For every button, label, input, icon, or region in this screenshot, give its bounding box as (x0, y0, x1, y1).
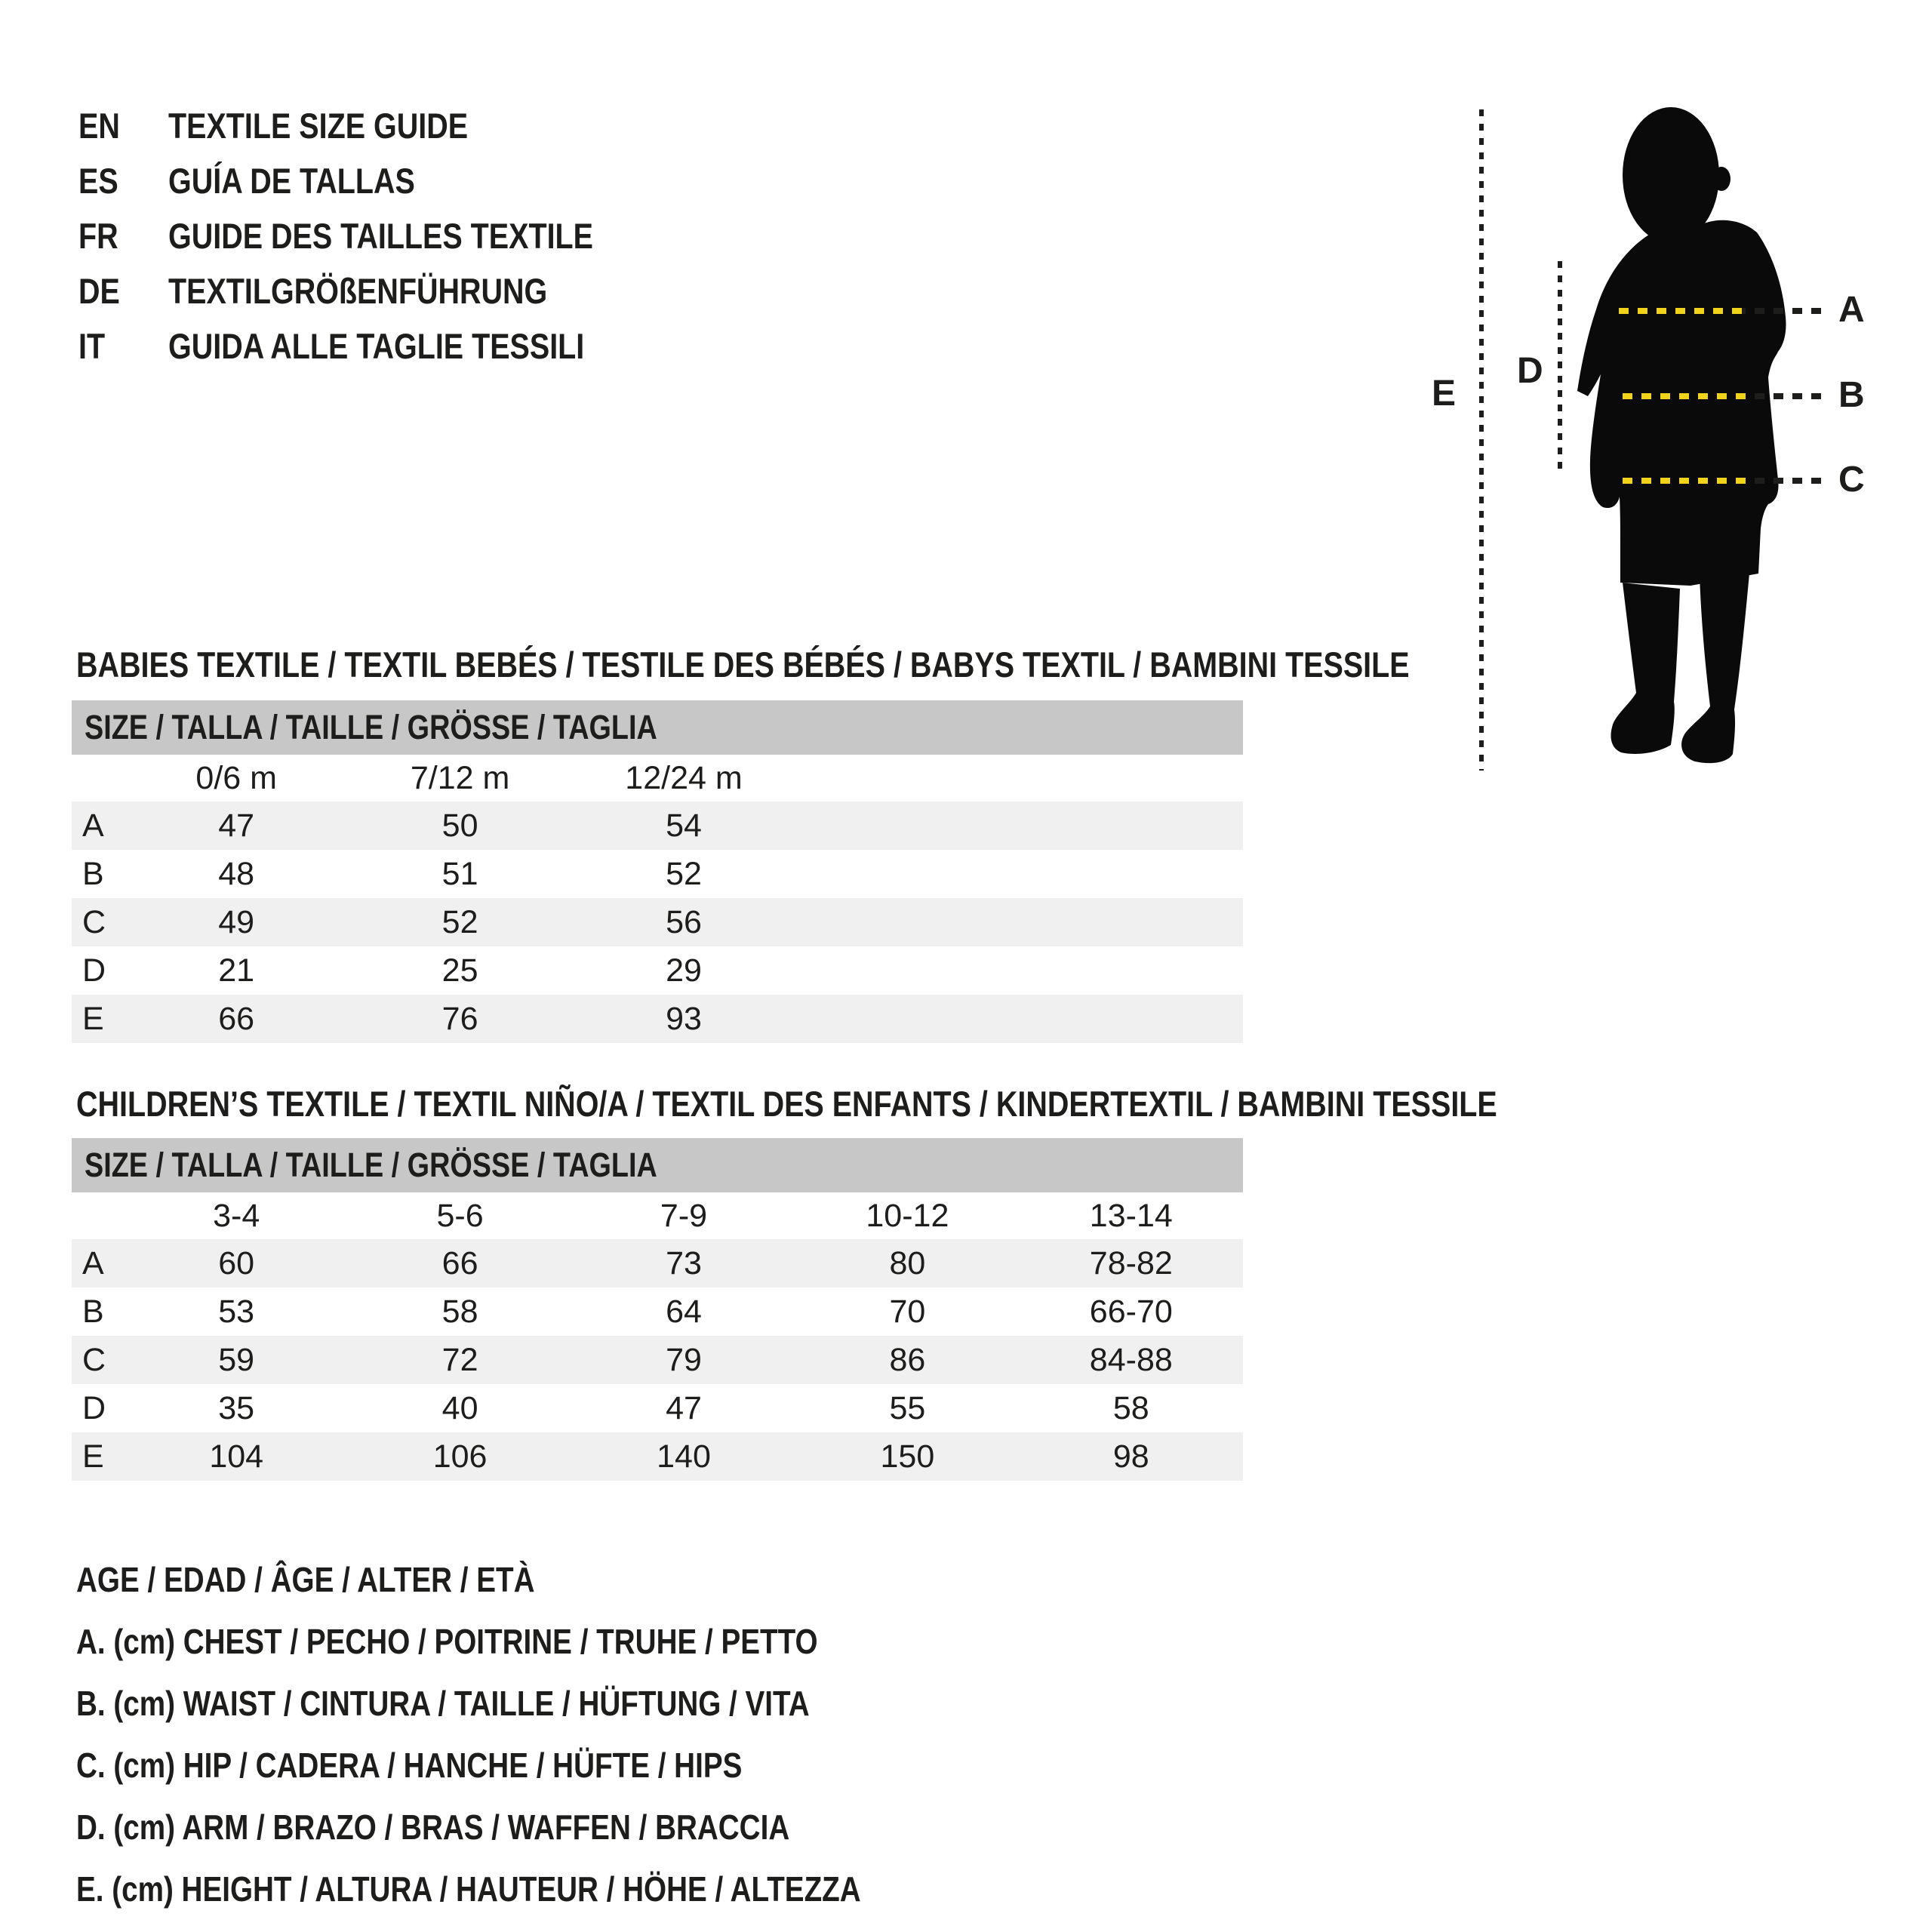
cell: 72 (441, 1341, 478, 1378)
guide-title-fr: GUIDE DES TAILLES TEXTILE (168, 216, 593, 256)
cell: 58 (441, 1293, 478, 1330)
cell: 53 (218, 1293, 255, 1330)
cell: 66-70 (1089, 1293, 1173, 1330)
babies-size-table (72, 700, 1243, 1043)
cell: 93 (666, 1000, 702, 1037)
language-row-en (78, 98, 674, 153)
babies-col-header: 12/24 m (625, 759, 743, 796)
cell: 55 (889, 1389, 926, 1426)
language-row-de (78, 263, 674, 318)
row-label: D (82, 952, 106, 989)
children-col-header: 7-9 (660, 1197, 708, 1234)
chest-measure-dash-a (1619, 308, 1743, 314)
language-title-list (78, 98, 674, 374)
cell: 25 (441, 952, 478, 989)
measurement-legend (76, 1549, 1011, 1920)
row-label: B (82, 855, 104, 892)
cell: 79 (666, 1341, 702, 1378)
row-label: A (82, 807, 104, 844)
row-label: C (82, 903, 106, 940)
children-col-header: 13-14 (1089, 1197, 1173, 1234)
marker-d-label: D (1517, 351, 1543, 391)
chest-measure-leader-a (1736, 308, 1825, 314)
legend-arm-line: D. (cm) ARM / BRAZO / BRAS / WAFFEN / BRACCIA (76, 1807, 790, 1847)
table-row (72, 946, 1243, 995)
cell: 60 (218, 1244, 255, 1281)
silhouette-torso (1577, 220, 1786, 586)
children-column-header-row (72, 1192, 1243, 1239)
row-label: A (82, 1244, 104, 1281)
row-label: E (82, 1000, 104, 1037)
guide-title-es: GUÍA DE TALLAS (168, 161, 415, 201)
cell: 66 (218, 1000, 255, 1037)
marker-c-label: C (1838, 460, 1865, 500)
table-row (72, 995, 1243, 1043)
children-size-header-band (72, 1138, 1243, 1192)
children-section-heading: CHILDREN’S TEXTILE / TEXTIL NIÑO/A / TEXTIL DES ENFANTS / KINDERTEXTIL / BAMBINI TESSILE (76, 1084, 1497, 1124)
marker-a-label: A (1838, 290, 1865, 330)
cell: 104 (209, 1438, 264, 1475)
language-code: IT (78, 326, 106, 366)
table-row (72, 898, 1243, 946)
cell: 54 (666, 807, 702, 844)
cell: 40 (441, 1389, 478, 1426)
table-row (72, 1384, 1243, 1432)
cell: 150 (880, 1438, 935, 1475)
language-code: DE (78, 271, 120, 311)
cell: 86 (889, 1341, 926, 1378)
table-row (72, 1336, 1243, 1384)
babies-size-header-band (72, 700, 1243, 755)
cell: 47 (666, 1389, 702, 1426)
cell: 78-82 (1089, 1244, 1173, 1281)
cell: 29 (666, 952, 702, 989)
legend-hip-line: C. (cm) HIP / CADERA / HANCHE / HÜFTE / HIPS (76, 1746, 743, 1785)
hip-measure-dash-c (1623, 478, 1755, 484)
table-row (72, 1432, 1243, 1481)
cell: 58 (1112, 1389, 1149, 1426)
table-row (72, 850, 1243, 898)
language-row-it (78, 318, 674, 374)
cell: 21 (218, 952, 255, 989)
legend-age-line: AGE / EDAD / ÂGE / ALTER / ETÀ (76, 1560, 535, 1599)
cell: 51 (441, 855, 478, 892)
cell: 106 (432, 1438, 488, 1475)
table-row (72, 1239, 1243, 1287)
children-col-header: 10-12 (866, 1197, 949, 1234)
cell: 48 (218, 855, 255, 892)
cell: 50 (441, 807, 478, 844)
language-code: ES (78, 161, 118, 201)
legend-height-line: E. (cm) HEIGHT / ALTURA / HAUTEUR / HÖHE / ALTEZZA (76, 1869, 861, 1909)
row-label: C (82, 1341, 106, 1378)
cell: 35 (218, 1389, 255, 1426)
guide-title-it: GUIDA ALLE TAGLIE TESSILI (168, 326, 585, 366)
legend-chest-line: A. (cm) CHEST / PECHO / POITRINE / TRUHE / PETTO (76, 1622, 818, 1661)
cell: 66 (441, 1244, 478, 1281)
cell: 52 (441, 903, 478, 940)
guide-title-de: TEXTILGRÖßENFÜHRUNG (168, 271, 548, 311)
cell: 52 (666, 855, 702, 892)
language-code: EN (78, 106, 120, 146)
children-size-table (72, 1138, 1243, 1481)
legend-waist-line: B. (cm) WAIST / CINTURA / TAILLE / HÜFTUNG / VITA (76, 1684, 810, 1723)
children-col-header: 5-6 (436, 1197, 484, 1234)
row-label: B (82, 1293, 104, 1330)
silhouette-right-leg (1681, 574, 1749, 763)
babies-col-header: 7/12 m (410, 759, 510, 796)
cell: 80 (889, 1244, 926, 1281)
cell: 73 (666, 1244, 702, 1281)
babies-size-header-label: SIZE / TALLA / TAILLE / GRÖSSE / TAGLIA (85, 708, 657, 746)
cell: 49 (218, 903, 255, 940)
table-row (72, 801, 1243, 850)
cell: 84-88 (1089, 1341, 1173, 1378)
cell: 70 (889, 1293, 926, 1330)
arm-measure-line-d (1558, 261, 1562, 470)
silhouette-ear (1712, 167, 1730, 191)
cell: 64 (666, 1293, 702, 1330)
babies-section-heading: BABIES TEXTILE / TEXTIL BEBÉS / TESTILE DES BÉBÉS / BABYS TEXTIL / BAMBINI TESSILE (76, 645, 1410, 685)
children-col-header: 3-4 (213, 1197, 260, 1234)
cell: 76 (441, 1000, 478, 1037)
language-row-es (78, 153, 674, 208)
language-row-fr (78, 208, 674, 263)
babies-col-header: 0/6 m (195, 759, 277, 796)
row-label: E (82, 1438, 104, 1475)
cell: 59 (218, 1341, 255, 1378)
table-row (72, 1287, 1243, 1336)
children-size-header-label: SIZE / TALLA / TAILLE / GRÖSSE / TAGLIA (85, 1146, 657, 1184)
cell: 56 (666, 903, 702, 940)
babies-column-header-row (72, 755, 1243, 801)
language-code: FR (78, 216, 118, 256)
waist-measure-dash-b (1623, 393, 1751, 399)
row-label: D (82, 1389, 106, 1426)
guide-title-en: TEXTILE SIZE GUIDE (168, 106, 469, 146)
marker-b-label: B (1838, 375, 1865, 415)
cell: 47 (218, 807, 255, 844)
marker-e-label: E (1432, 374, 1457, 414)
cell: 98 (1112, 1438, 1149, 1475)
cell: 140 (657, 1438, 711, 1475)
